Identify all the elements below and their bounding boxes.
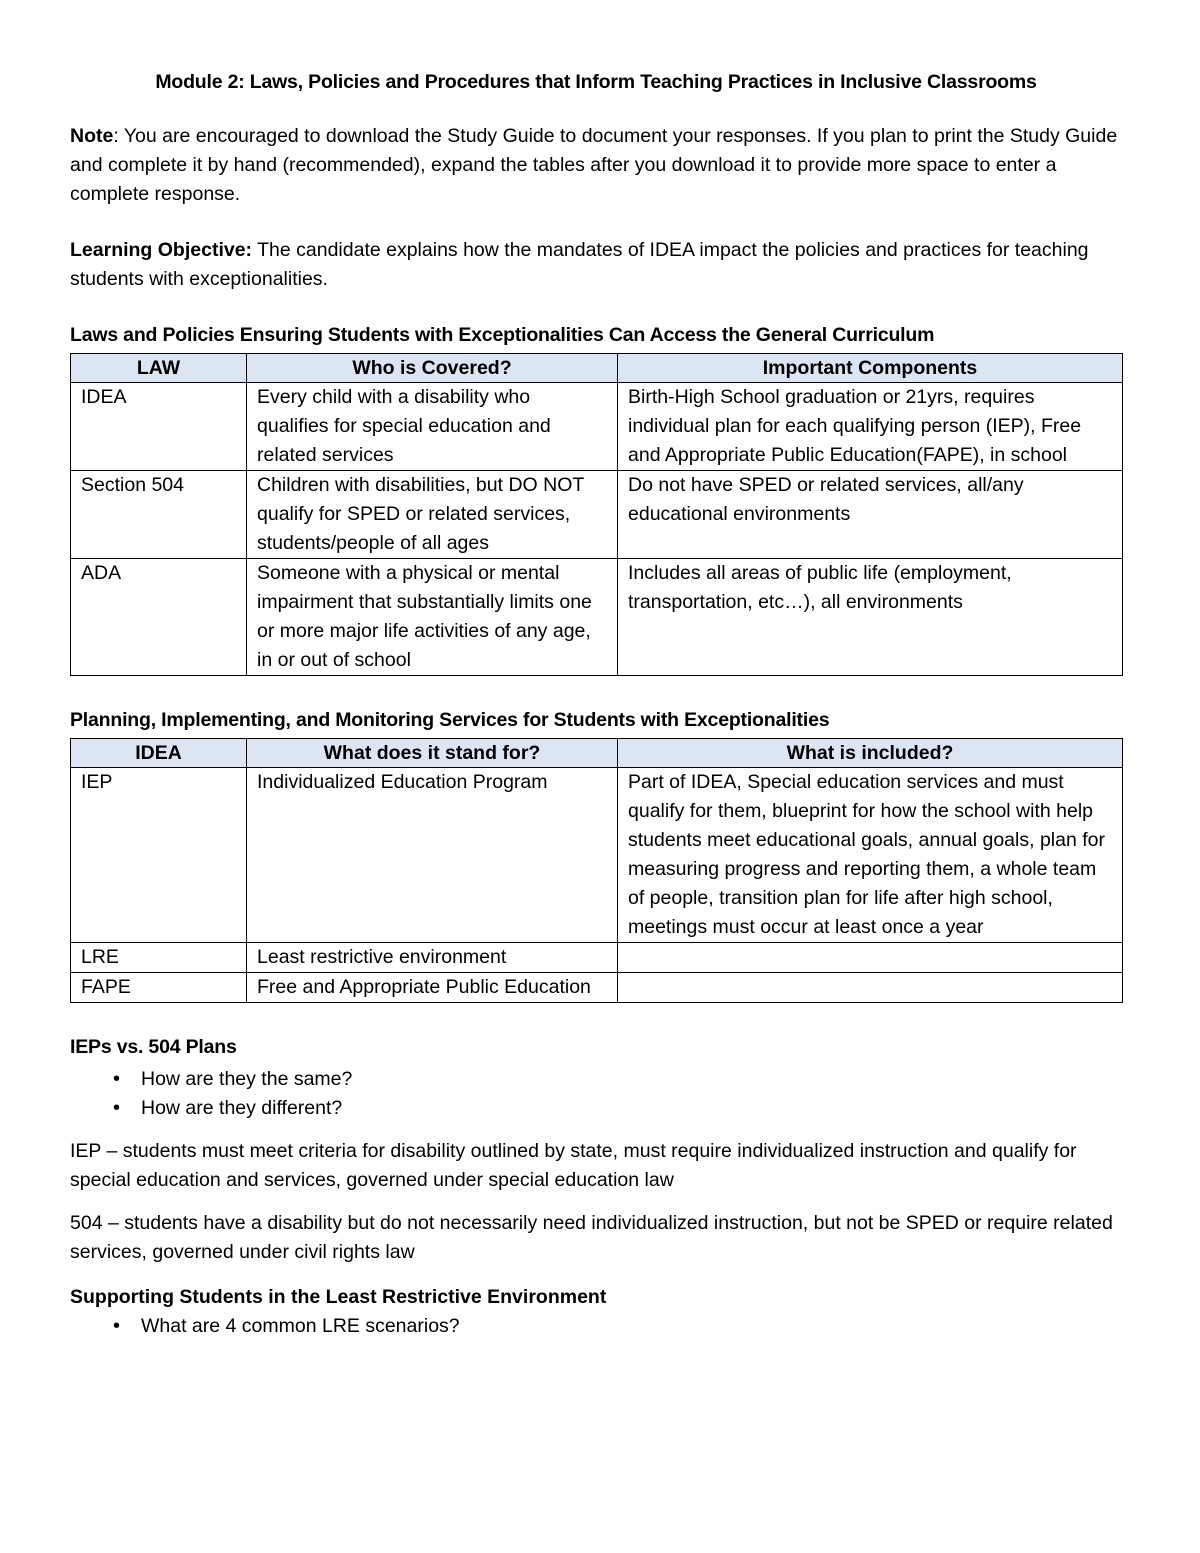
table-row (71, 973, 1123, 1003)
section-504-paragraph: 504 – students have a disability but do not necessarily need individualized instruction, but not be SPED or require related services, governed under civil rights law (70, 1212, 1113, 1263)
list-item: • How are they different? (141, 1094, 1122, 1123)
lre-list (70, 1312, 1122, 1341)
learning-objective-paragraph (70, 236, 1122, 294)
table-cell: Individualized Education Program (247, 768, 618, 943)
table-row (71, 383, 1123, 471)
table-cell: Part of IDEA, Special education services and must qualify for them, blueprint for how the school with help students meet educational goals, annual goals, plan for measuring progress and reporting them, a whole team of people, transition plan for life after high school, meetings must occur at least once a year (618, 768, 1123, 943)
laws-table-heading: Laws and Policies Ensuring Students with Exceptionalities Can Access the General Curriculum (70, 324, 935, 346)
column-header: What is included? (618, 739, 1123, 768)
table-cell: Least restrictive environment (247, 943, 618, 973)
lre-heading: Supporting Students in the Least Restrictive Environment (70, 1286, 607, 1308)
list-item: • How are they the same? (141, 1065, 1122, 1094)
table-row (71, 559, 1123, 676)
table-cell: Every child with a disability who qualifies for special education and related services (247, 383, 618, 471)
table-cell (618, 943, 1123, 973)
column-header: Important Components (618, 354, 1123, 383)
table-row (71, 471, 1123, 559)
iep-vs-504-heading: IEPs vs. 504 Plans (70, 1036, 237, 1058)
column-header: What does it stand for? (247, 739, 618, 768)
table-cell: FAPE (71, 973, 247, 1003)
learning-objective-label: Learning Objective: (70, 239, 253, 261)
table-cell: Includes all areas of public life (employment, transportation, etc…), all environments (618, 559, 1123, 676)
iep-vs-504-list (70, 1065, 1122, 1123)
table-cell: Section 504 (71, 471, 247, 559)
document-title: Module 2: Laws, Policies and Procedures that Inform Teaching Practices in Inclusive Classrooms (155, 71, 1037, 93)
note-text: : You are encouraged to download the Study Guide to document your responses. If you plan to print the Study Guide and complete it by hand (recommended), expand the tables after you download it to provide more space to enter a complete response. (70, 125, 1118, 205)
table-cell: LRE (71, 943, 247, 973)
table-cell: Do not have SPED or related services, all/any educational environments (618, 471, 1123, 559)
table-cell: ADA (71, 559, 247, 676)
idea-table (70, 738, 1123, 1003)
table-cell: Birth-High School graduation or 21yrs, requires individual plan for each qualifying person (IEP), Free and Appropriate Public Education(FAPE), in school (618, 383, 1123, 471)
table-cell: IEP (71, 768, 247, 943)
note-paragraph (70, 122, 1122, 209)
table-row (71, 943, 1123, 973)
laws-table (70, 353, 1123, 676)
table-cell: Free and Appropriate Public Education (247, 973, 618, 1003)
learning-objective-text: The candidate explains how the mandates of IDEA impact the policies and practices for teaching students with exceptionalities. (70, 239, 1089, 290)
note-label: Note (70, 125, 114, 147)
column-header: IDEA (71, 739, 247, 768)
table-header-row (71, 739, 1123, 768)
table-cell: IDEA (71, 383, 247, 471)
table-row (71, 768, 1123, 943)
table-cell: Children with disabilities, but DO NOT qualify for SPED or related services, students/people of all ages (247, 471, 618, 559)
document-page (70, 68, 1122, 1341)
idea-table-heading: Planning, Implementing, and Monitoring Services for Students with Exceptionalities (70, 709, 830, 731)
list-item: • What are 4 common LRE scenarios? (141, 1312, 1122, 1341)
table-header-row (71, 354, 1123, 383)
column-header: Who is Covered? (247, 354, 618, 383)
iep-paragraph: IEP – students must meet criteria for disability outlined by state, must require individualized instruction and qualify for special education and services, governed under special education law (70, 1140, 1077, 1191)
column-header: LAW (71, 354, 247, 383)
table-cell: Someone with a physical or mental impairment that substantially limits one or more major life activities of any age, in or out of school (247, 559, 618, 676)
table-cell (618, 973, 1123, 1003)
